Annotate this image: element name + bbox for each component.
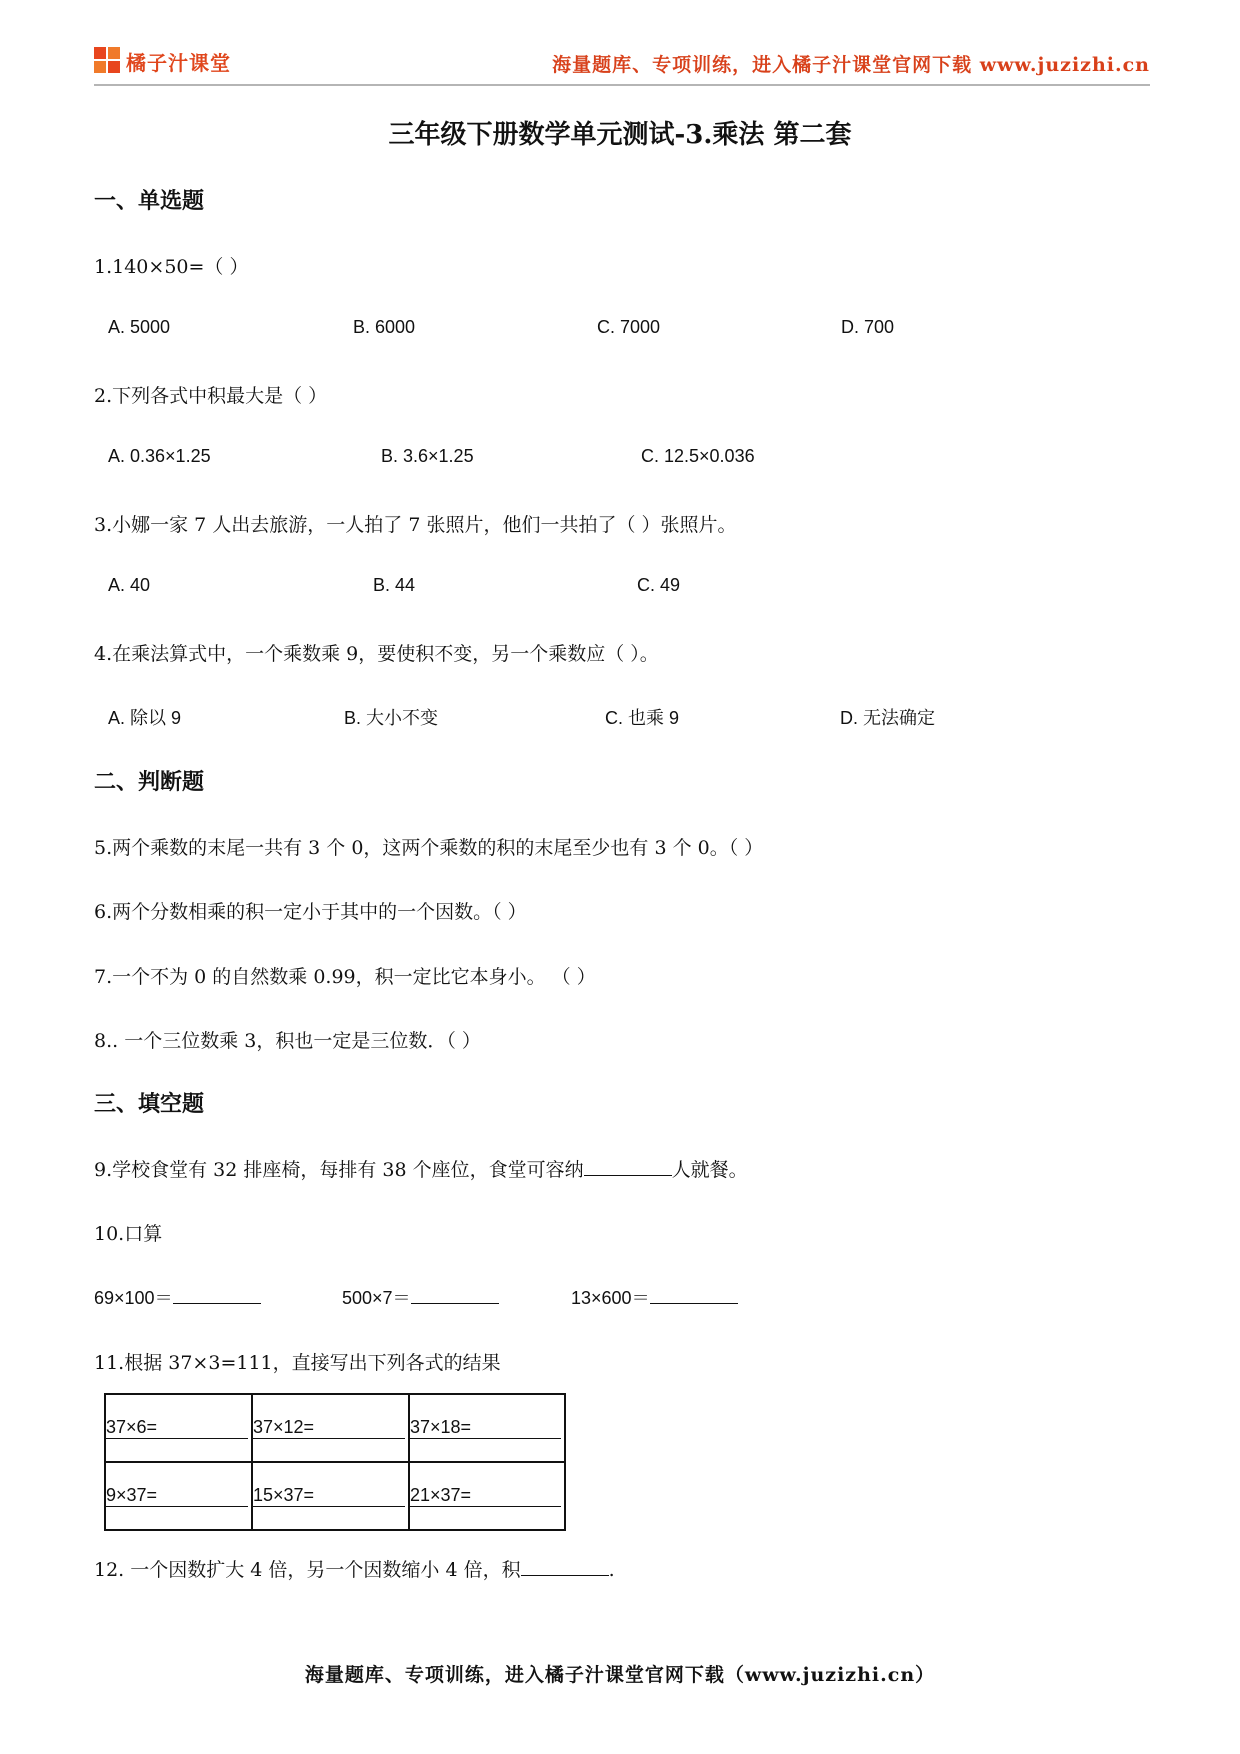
table-cell[interactable]: 21×37= xyxy=(409,1462,565,1530)
oral-item-3: 13×600＝ xyxy=(571,1284,738,1310)
q1-option-a: A. 5000 xyxy=(108,317,171,337)
section-heading-true-false: 二、判断题 xyxy=(94,769,205,795)
q1-option-c: C. 7000 xyxy=(597,317,661,337)
answer-blank[interactable] xyxy=(650,1302,738,1304)
q3-option-a: A. 40 xyxy=(108,575,151,595)
question-3: 3.小娜一家 7 人出去旅游，一人拍了 7 张照片，他们一共拍了（ ）张照片。 xyxy=(94,514,737,536)
question-7: 7.一个不为 0 的自然数乘 0.99，积一定比它本身小。 （ ） xyxy=(94,966,596,988)
section-heading-single-choice: 一、单选题 xyxy=(94,188,205,214)
question-9 xyxy=(94,1155,748,1182)
answer-blank[interactable] xyxy=(411,1302,499,1304)
q2-option-b: B. 3.6×1.25 xyxy=(381,446,474,466)
table-cell[interactable]: 37×6= xyxy=(105,1394,252,1462)
page-header xyxy=(94,40,1150,86)
question-10: 10.口算 xyxy=(94,1223,163,1245)
table-row xyxy=(105,1394,565,1462)
answer-blank[interactable] xyxy=(584,1174,672,1176)
q4-option-c: C. 也乘 9 xyxy=(605,708,680,728)
q9-text-before: 9.学校食堂有 32 排座椅，每排有 38 个座位，食堂可容纳 xyxy=(94,1159,584,1181)
header-tagline: 海量题库、专项训练，进入橘子汁课堂官网下载 www.juzizhi.cn xyxy=(552,54,1150,76)
table-cell[interactable]: 37×12= xyxy=(252,1394,409,1462)
question-6: 6.两个分数相乘的积一定小于其中的一个因数。（ ） xyxy=(94,901,527,923)
q1-option-d: D. 700 xyxy=(841,317,895,337)
answer-table xyxy=(104,1393,566,1531)
answer-blank[interactable] xyxy=(173,1302,261,1304)
q3-option-c: C. 49 xyxy=(637,575,681,595)
q2-option-a: A. 0.36×1.25 xyxy=(108,446,211,466)
table-cell[interactable]: 9×37= xyxy=(105,1462,252,1530)
page-footer: 海量题库、专项训练，进入橘子汁课堂官网下载（www.juzizhi.cn） xyxy=(304,1664,936,1686)
q2-option-c: C. 12.5×0.036 xyxy=(641,446,755,466)
question-1: 1.140×50=（ ） xyxy=(94,256,249,278)
page-title: 三年级下册数学单元测试-3.乘法 第二套 xyxy=(388,120,852,150)
q12-text-after: . xyxy=(608,1559,615,1581)
table-row xyxy=(105,1462,565,1530)
question-5: 5.两个乘数的末尾一共有 3 个 0，这两个乘数的积的末尾至少也有 3 个 0。（ ） xyxy=(94,837,764,859)
q4-option-b: B. 大小不变 xyxy=(344,708,439,728)
q1-option-b: B. 6000 xyxy=(353,317,416,337)
table-cell[interactable]: 15×37= xyxy=(252,1462,409,1530)
question-4: 4.在乘法算式中，一个乘数乘 9，要使积不变，另一个乘数应（ ）。 xyxy=(94,643,659,665)
oral-item-1: 69×100＝ xyxy=(94,1284,261,1310)
question-8: 8.. 一个三位数乘 3，积也一定是三位数．（ ） xyxy=(94,1030,481,1052)
table-cell[interactable]: 37×18= xyxy=(409,1394,565,1462)
question-11: 11.根据 37×3=111，直接写出下列各式的结果 xyxy=(94,1352,501,1374)
q4-option-a: A. 除以 9 xyxy=(108,708,182,728)
section-heading-fill-blank: 三、填空题 xyxy=(94,1091,205,1117)
logo-icon xyxy=(94,47,122,75)
q3-option-b: B. 44 xyxy=(373,575,416,595)
logo-text: 橘子汁课堂 xyxy=(126,50,231,75)
q12-text-before: 12. 一个因数扩大 4 倍，另一个因数缩小 4 倍，积 xyxy=(94,1559,521,1581)
question-12 xyxy=(94,1555,615,1582)
logo xyxy=(94,46,231,76)
q9-text-after: 人就餐。 xyxy=(671,1159,748,1181)
question-2: 2.下列各式中积最大是（ ） xyxy=(94,385,328,407)
answer-blank[interactable] xyxy=(521,1574,609,1576)
q4-option-d: D. 无法确定 xyxy=(840,708,936,728)
oral-item-2: 500×7＝ xyxy=(342,1284,499,1310)
